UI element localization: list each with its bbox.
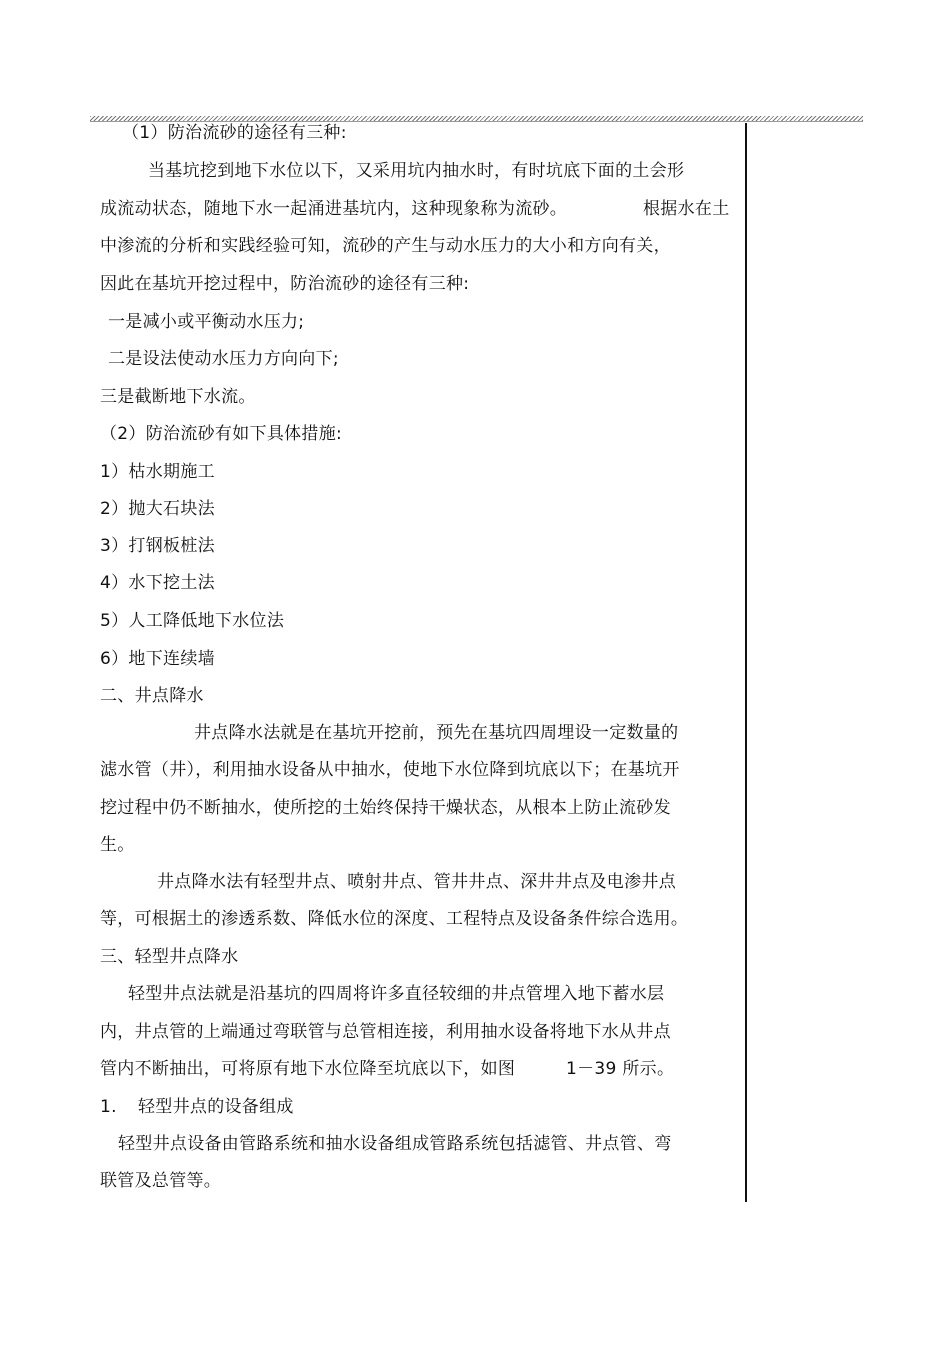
paragraph-line: 中渗流的分析和实践经验可知，流砂的产生与动水压力的大小和方向有关，	[100, 236, 671, 256]
paragraph-line: 等，可根据土的渗透系数、降低水位的深度、工程特点及设备条件综合选用。	[100, 909, 689, 929]
paragraph-line: 轻型井点设备由管路系统和抽水设备组成管路系统包括滤管、井点管、弯	[118, 1134, 672, 1154]
section-heading-1: （1）防治流砂的途径有三种:	[122, 123, 347, 143]
list-item: 4）水下挖土法	[100, 573, 215, 593]
paragraph-line: 挖过程中仍不断抽水，使所挖的土始终保持干燥状态，从根本上防止流砂发	[100, 798, 671, 818]
paragraph-line: 成流动状态，随地下水一起涌进基坑内，这种现象称为流砂。	[100, 199, 568, 219]
section-heading: 三、轻型井点降水	[100, 947, 239, 967]
paragraph-line: 因此在基坑开挖过程中，防治流砂的途径有三种:	[100, 274, 470, 294]
subsection-heading: 轻型井点的设备组成	[138, 1097, 294, 1117]
list-item: 2）抛大石块法	[100, 499, 215, 519]
subsection-number: 1.	[100, 1097, 117, 1117]
paragraph-line: 内，井点管的上端通过弯联管与总管相连接，利用抽水设备将地下水从井点	[100, 1022, 671, 1042]
paragraph-line: 井点降水法就是在基坑开挖前，预先在基坑四周埋设一定数量的	[194, 723, 679, 743]
paragraph-line: 当基坑挖到地下水位以下，又采用坑内抽水时，有时坑底下面的土会形	[148, 161, 685, 181]
figure-reference: 1－39 所示。	[566, 1059, 675, 1079]
list-item: 三是截断地下水流。	[100, 387, 256, 407]
paragraph-line: 根据水在土	[643, 199, 730, 219]
list-item: 一是减小或平衡动水压力;	[108, 312, 305, 332]
paragraph-line: 生。	[100, 835, 135, 855]
list-item: 二是设法使动水压力方向向下;	[108, 349, 339, 369]
list-item: 5）人工降低地下水位法	[100, 611, 285, 631]
paragraph-line: 管内不断抽出，可将原有地下水位降至坑底以下，如图	[100, 1059, 516, 1079]
section-heading: 二、井点降水	[100, 686, 204, 706]
paragraph-line: 井点降水法有轻型井点、喷射井点、管井井点、深井井点及电渗井点	[157, 872, 676, 892]
paragraph-line: 轻型井点法就是沿基坑的四周将许多直径较细的井点管埋入地下蓄水层	[128, 984, 665, 1004]
list-item: 1）枯水期施工	[100, 462, 215, 482]
right-vertical-rule	[745, 123, 747, 1202]
paragraph-line: 联管及总管等。	[100, 1171, 222, 1191]
list-item: 6）地下连续墙	[100, 649, 215, 669]
list-item: 3）打钢板桩法	[100, 536, 215, 556]
paragraph-line: 滤水管（井），利用抽水设备从中抽水，使地下水位降到坑底以下；在基坑开	[100, 760, 680, 780]
section-heading-2: （2）防治流砂有如下具体措施:	[100, 424, 343, 444]
